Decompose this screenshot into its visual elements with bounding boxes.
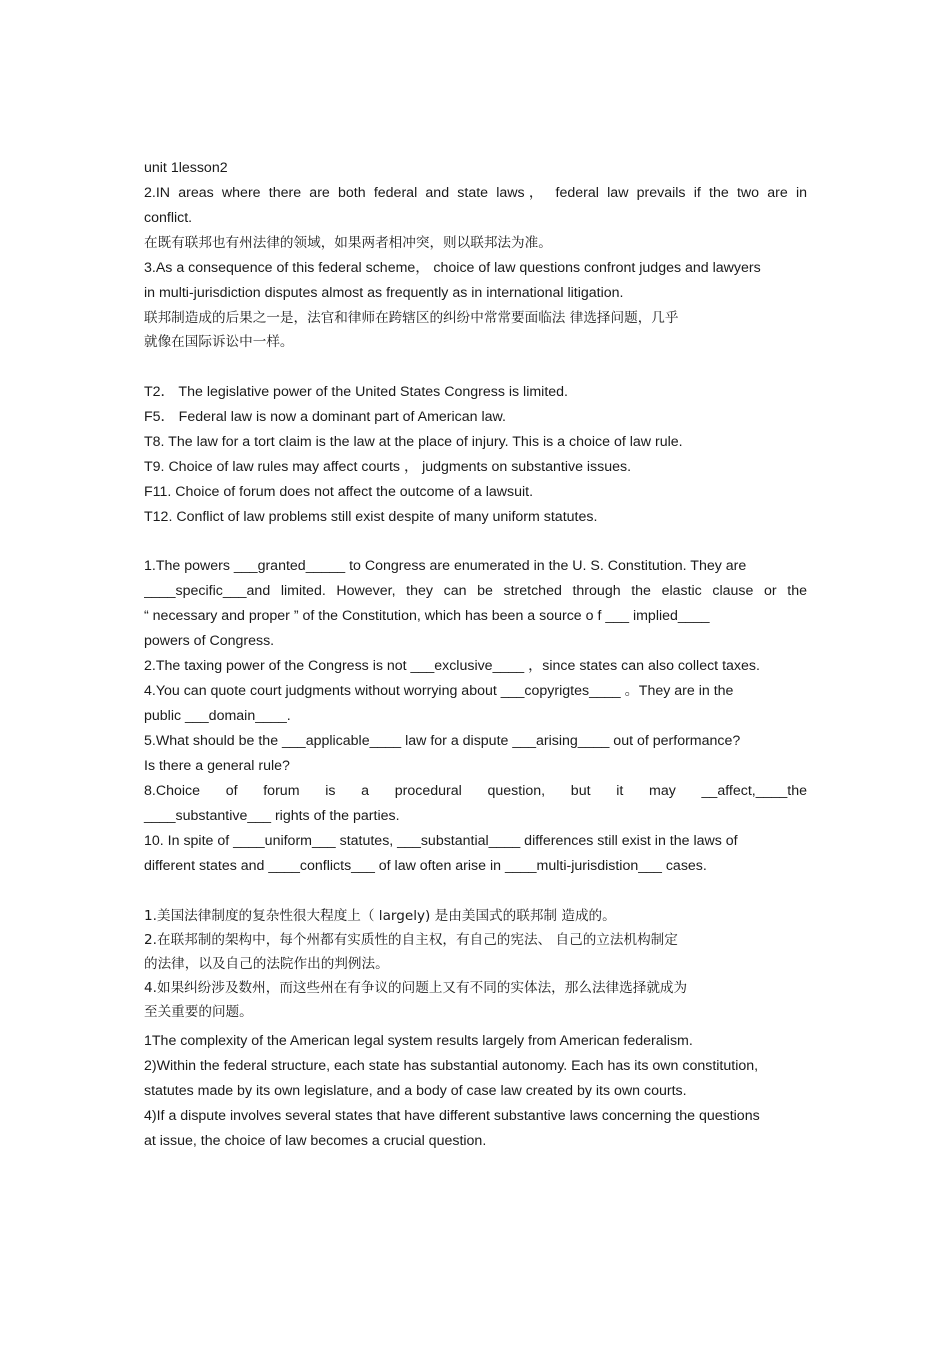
true-false-list bbox=[144, 380, 807, 530]
cn-sentence-list bbox=[144, 904, 807, 1024]
cn-line: 至关重要的问题。 bbox=[144, 1004, 253, 1020]
tf-item: T8. The law for a tort claim is the law at the place of injury. This is a choice of law rule. bbox=[144, 434, 683, 450]
en-line: 4)If a dispute involves several states that have different substantive laws concerning the questions bbox=[144, 1108, 760, 1124]
cn-line: 1.美国法律制度的复杂性很大程度上（ largely) 是由美国式的联邦制 造成的。 bbox=[144, 908, 616, 924]
blank-line: 4.You can quote court judgments without worrying about ___copyrigtes____ 。They are in the bbox=[144, 683, 734, 699]
blank-line: Is there a general rule? bbox=[144, 758, 290, 774]
blank-line: different states and ____conflicts___ of law often arise in ____multi-jurisdistion___ cases. bbox=[144, 858, 707, 874]
doc-title: unit 1lesson2 bbox=[144, 160, 228, 176]
tf-item: F11. Choice of forum does not affect the outcome of a lawsuit. bbox=[144, 484, 534, 500]
cn-line: 就像在国际诉讼中一样。 bbox=[144, 334, 294, 350]
cn-line: 联邦制造成的后果之一是，法官和律师在跨辖区的纠纷中常常要面临法 律选择问题，几乎 bbox=[144, 310, 679, 326]
blank-line: 2.The taxing power of the Congress is not ___exclusive____ ，since states can also collect taxes. bbox=[144, 658, 760, 674]
blank-line: 10. In spite of ____uniform___ statutes, ___substantial____ differences still exist in the laws of bbox=[144, 833, 738, 849]
blank-line: powers of Congress. bbox=[144, 633, 275, 649]
tf-item: F5． Federal law is now a dominant part of American law. bbox=[144, 409, 506, 425]
en-line: conflict. bbox=[144, 210, 193, 226]
en-line: statutes made by its own legislature, and a body of case law created by its own courts. bbox=[144, 1083, 687, 1099]
en-line: in multi-jurisdiction disputes almost as frequently as in international litigation. bbox=[144, 285, 624, 301]
blank-line: 1.The powers ___granted_____ to Congress are enumerated in the U. S. Constitution. They are bbox=[144, 558, 747, 574]
en-line: 2.IN areas where there are both federal and state laws， federal law prevails if the two are in bbox=[144, 185, 807, 201]
tf-item: T9. Choice of law rules may affect courts ， judgments on substantive issues. bbox=[144, 459, 632, 475]
en-line: at issue, the choice of law becomes a crucial question. bbox=[144, 1133, 487, 1149]
tf-item: T12. Conflict of law problems still exist despite of many uniform statutes. bbox=[144, 509, 598, 525]
blank-line: public ___domain____. bbox=[144, 708, 291, 724]
cn-line: 2.在联邦制的架构中，每个州都有实质性的自主权，有自己的宪法、 自己的立法机构制定 bbox=[144, 932, 678, 948]
cn-line: 在既有联邦也有州法律的领域，如果两者相冲突，则以联邦法为准。 bbox=[144, 235, 552, 251]
blank-line: 5.What should be the ___applicable____ law for a dispute ___arising____ out of performance? bbox=[144, 733, 741, 749]
fill-blank-list bbox=[144, 554, 807, 879]
en-line: 2)Within the federal structure, each state has substantial autonomy. Each has its own constitution, bbox=[144, 1058, 759, 1074]
translation-3 bbox=[144, 256, 807, 354]
cn-line: 4.如果纠纷涉及数州，而这些州在有争议的问题上又有不同的实体法，那么法律选择就成为 bbox=[144, 980, 688, 996]
en-line: 3.As a consequence of this federal scheme， choice of law questions confront judges and lawyers bbox=[144, 260, 761, 276]
blank-line: ____specific___and limited. However, they can be stretched through the elastic clause or the bbox=[144, 583, 807, 599]
en-line: 1The complexity of the American legal system results largely from American federalism. bbox=[144, 1033, 693, 1049]
blank-line: “ necessary and proper ” of the Constitution, which has been a source o f ___ implied____ bbox=[144, 608, 710, 624]
tf-item: T2． The legislative power of the United States Congress is limited. bbox=[144, 384, 568, 400]
blank-line: ____substantive___ rights of the parties. bbox=[144, 808, 400, 824]
blank-line: 8.Choice of forum is a procedural question, but it may __affect,____the bbox=[144, 783, 807, 799]
en-sentence-list bbox=[144, 1029, 807, 1154]
cn-line: 的法律，以及自己的法院作出的判例法。 bbox=[144, 956, 389, 972]
translation-2 bbox=[144, 181, 807, 255]
